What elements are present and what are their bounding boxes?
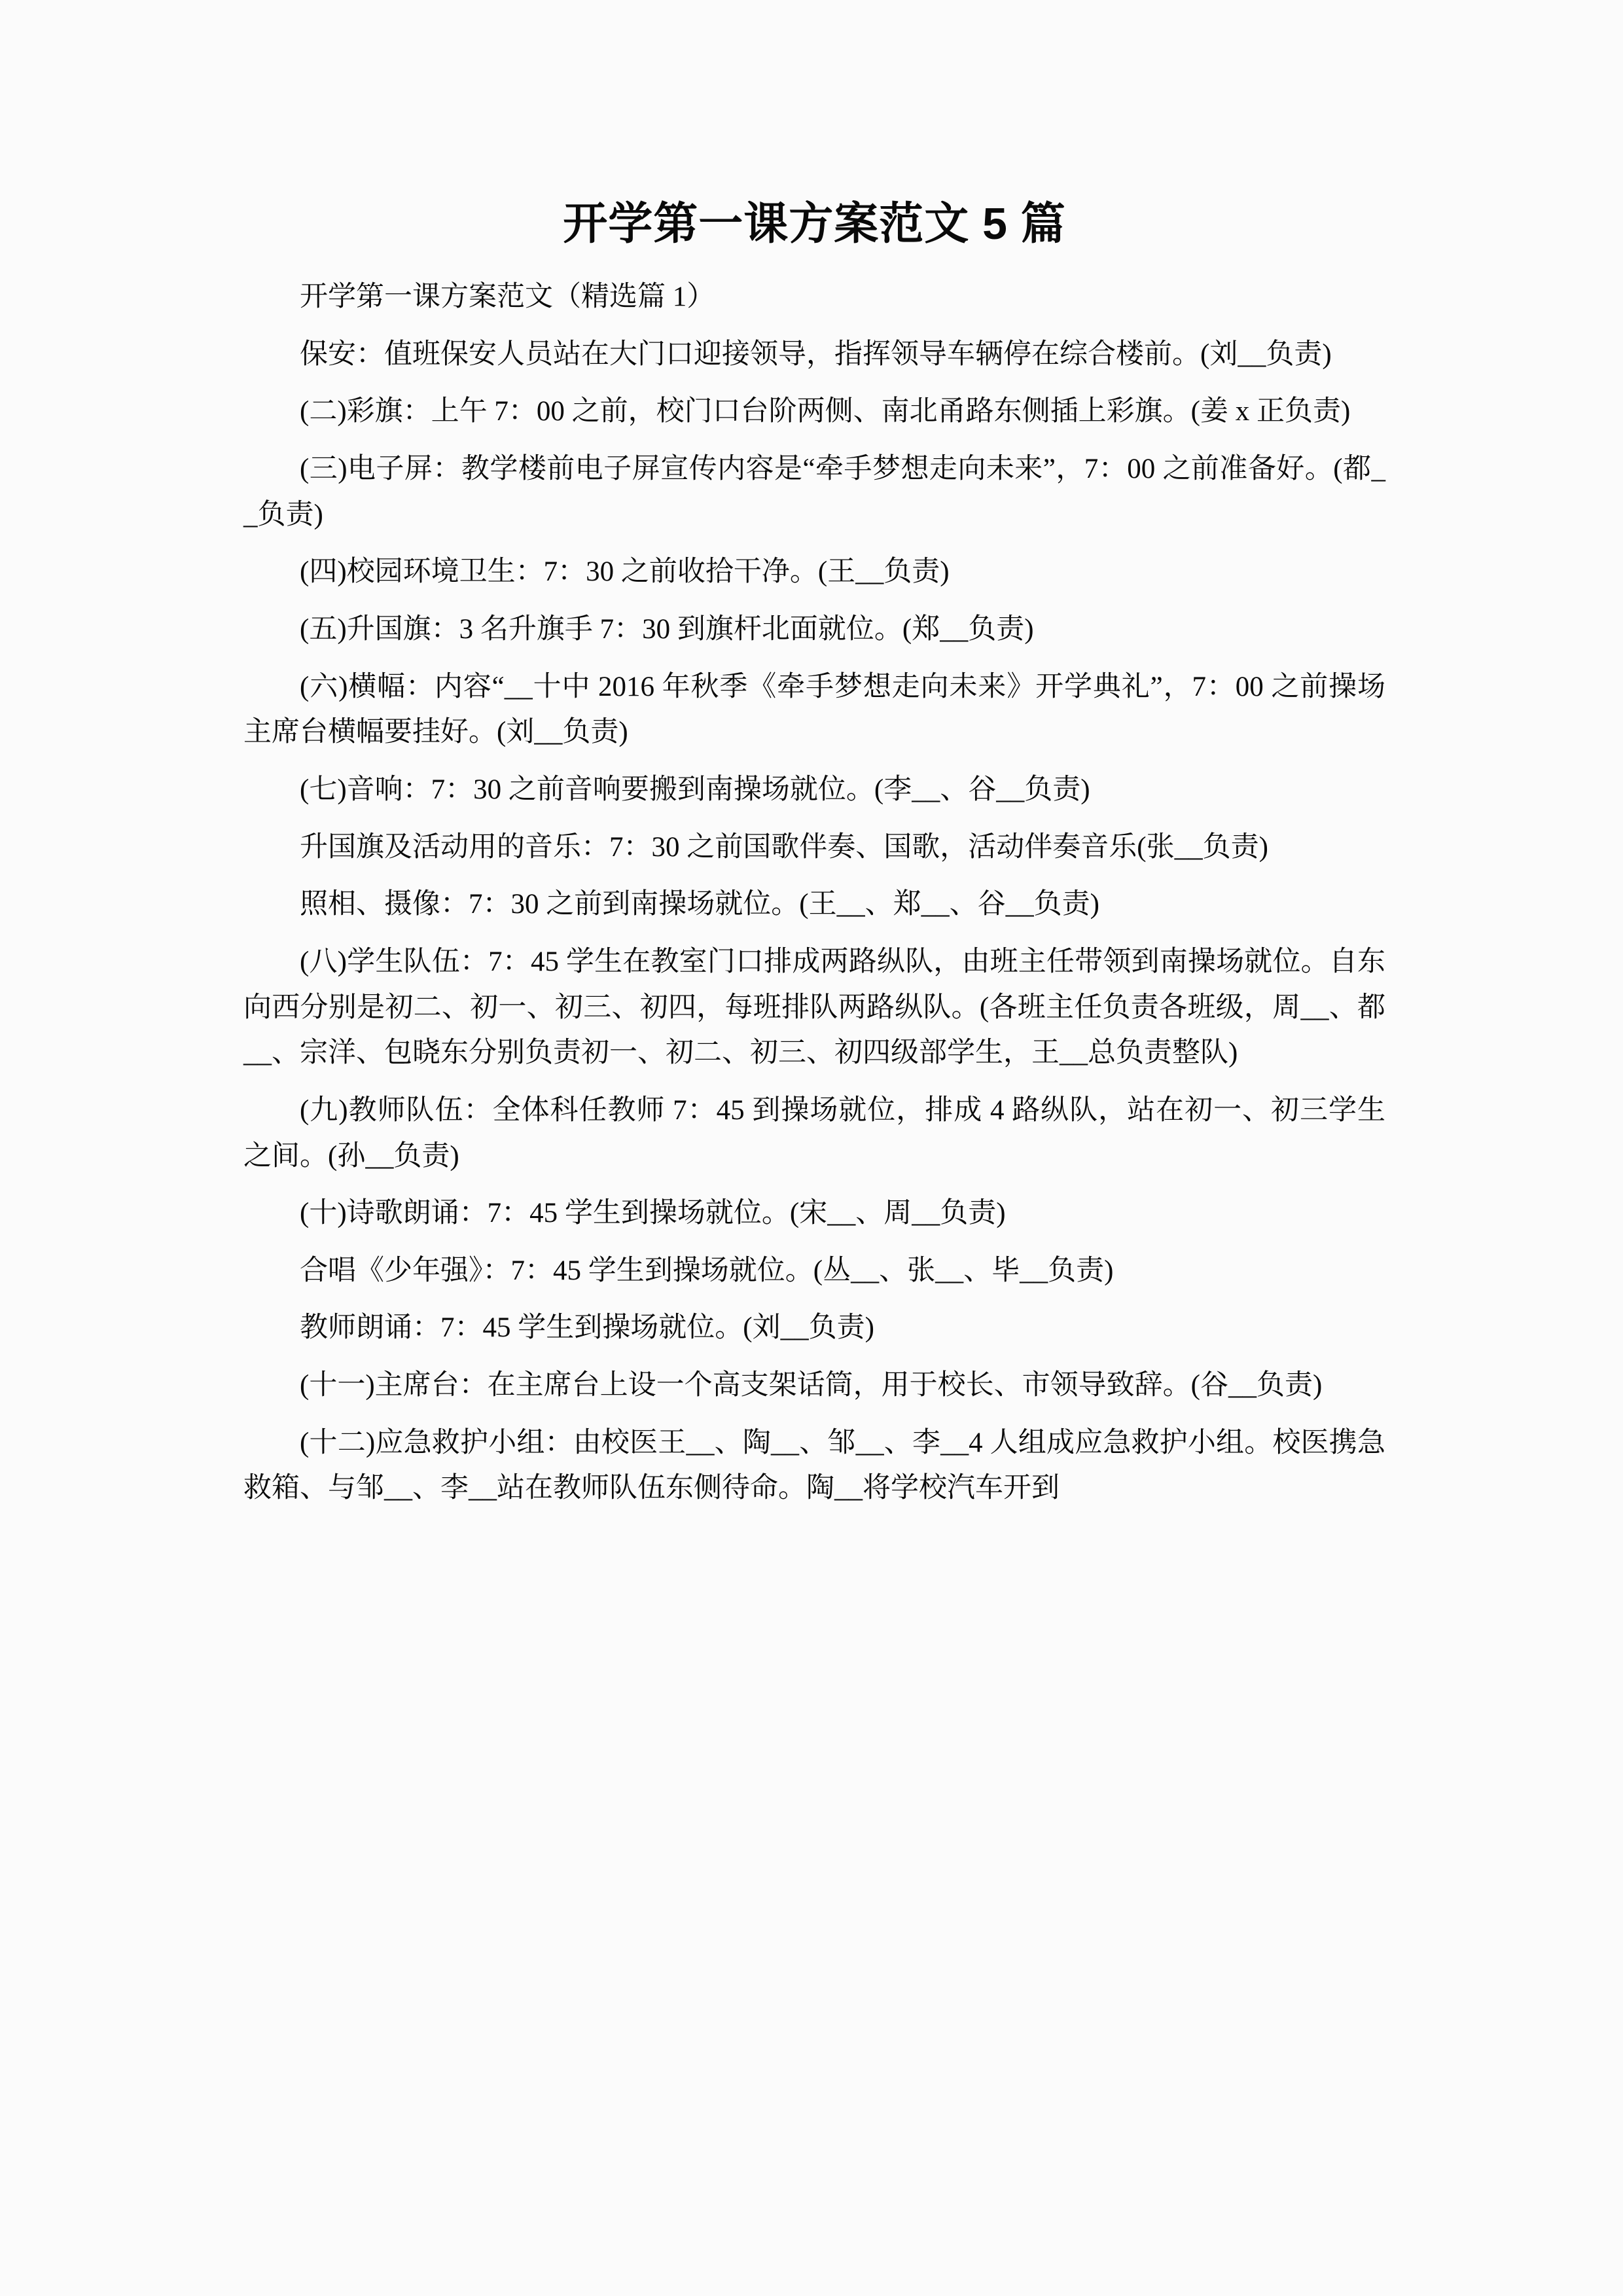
paragraph-item-4-hygiene: (四)校园环境卫生：7：30 之前收拾干净。(王__负责) xyxy=(300,556,950,588)
paragraph-item-security: 保安：值班保安人员站在大门口迎接领导，指挥领导车辆停在综合楼前。(刘__负责) xyxy=(300,338,1332,370)
paragraph-item-7-sound: (七)音响：7：30 之前音响要搬到南操场就位。(李__、谷__负责) xyxy=(300,774,1090,805)
paragraph-item-12-firstaid: (十二)应急救护小组：由校医王__、陶__、邹__、李__4 人组成应急救护小组。校医携急救箱、与邹__、李__站在教师队伍东侧待命。陶__将学校汽车开到 xyxy=(243,1427,1385,1504)
document-body xyxy=(243,196,1385,1523)
paragraph-subtitle: 开学第一课方案范文（精选篇 1） xyxy=(300,281,715,312)
paragraph-item-10-teacher-recital: 教师朗诵：7：45 学生到操场就位。(刘__负责) xyxy=(300,1312,874,1344)
paragraph-item-2-flags: (二)彩旗：上午 7：00 之前，校门口台阶两侧、南北甬路东侧插上彩旗。(姜 x 正负责) xyxy=(300,396,1351,427)
paragraph-item-7-photo: 照相、摄像：7：30 之前到南操场就位。(王__、郑__、谷__负责) xyxy=(300,889,1099,920)
paragraph-item-10-poetry: (十)诗歌朗诵：7：45 学生到操场就位。(宋__、周__负责) xyxy=(300,1198,1006,1229)
paragraph-item-7-music: 升国旗及活动用的音乐：7：30 之前国歌伴奏、国歌，活动伴奏音乐(张__负责) xyxy=(300,831,1268,863)
paragraph-item-5-flagraising: (五)升国旗：3 名升旗手 7：30 到旗杆北面就位。(郑__负责) xyxy=(300,613,1034,645)
page-title: 开学第一课方案范文 5 篇 xyxy=(563,199,1066,249)
paragraph-item-6-banner: (六)横幅：内容“__十中 2016 年秋季《牵手梦想走向未来》开学典礼”，7：00 之前操场主席台横幅要挂好。(刘__负责) xyxy=(243,671,1385,748)
paragraph-item-8-students: (八)学生队伍：7：45 学生在教室门口排成两路纵队，由班主任带领到南操场就位。自东向西分别是初二、初一、初三、初四，每班排队两路纵队。(各班主任负责各班级，周__、都__、宗洋、包晓东分别负责初一、初二、初三、初四级部学生，王__总负责整队) xyxy=(243,946,1385,1069)
paragraph-item-11-podium: (十一)主席台：在主席台上设一个高支架话筒，用于校长、市领导致辞。(谷__负责) xyxy=(300,1370,1323,1401)
paragraph-item-9-teachers: (九)教师队伍：全体科任教师 7：45 到操场就位，排成 4 路纵队，站在初一、初三学生之间。(孙__负责) xyxy=(243,1094,1385,1172)
paragraph-item-10-chorus: 合唱《少年强》：7：45 学生到操场就位。(丛__、张__、毕__负责) xyxy=(300,1255,1114,1286)
paragraph-item-3-screen: (三)电子屏：教学楼前电子屏宣传内容是“牵手梦想走向未来”，7：00 之前准备好。(都__负责) xyxy=(243,453,1385,530)
